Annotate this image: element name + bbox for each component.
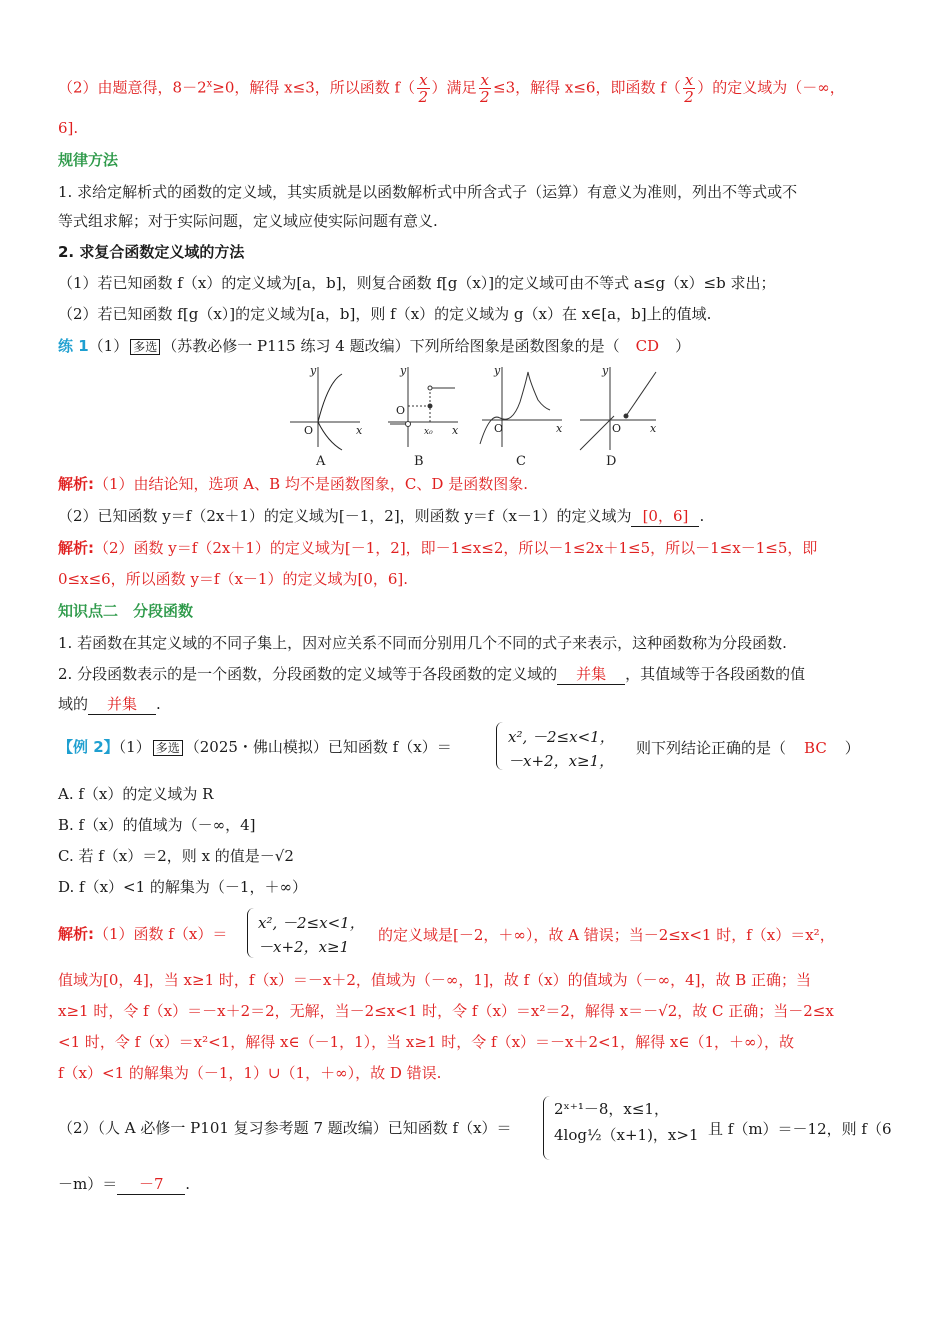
practice-question-2	[58, 506, 704, 527]
piecewise-case: x², －2≤x<1，	[258, 914, 365, 932]
superscript: x	[206, 78, 213, 90]
example-question	[58, 737, 452, 758]
answer-blank: [0，6]	[631, 506, 699, 527]
text: ，其值域等于各段函数的值	[625, 665, 806, 683]
piecewise-brace	[496, 722, 503, 770]
x0-label: x₀	[424, 427, 433, 437]
origin-label: O	[494, 422, 504, 435]
text: （1）函数 f（x）＝	[94, 925, 228, 943]
text: （1）	[118, 738, 151, 756]
axis-x-label: x	[650, 422, 657, 435]
solution-text: 的定义域是[－2，＋∞），故 A 错误；当－2≤x<1 时，f（x）＝x²，	[378, 926, 835, 944]
method-paragraph: 等式组求解；对于实际问题，定义域应使实际问题有意义.	[58, 212, 438, 230]
graph-label-d: D	[606, 454, 617, 469]
piecewise-case: －x+2，x≥1，	[508, 752, 615, 770]
fraction: $\frac{x}{2}$	[480, 71, 490, 106]
option-c: C. 若 f（x）＝2，则 x 的值是－√2	[58, 847, 294, 865]
example-question-2-end: 且 f（m）＝－12，则 f（6	[708, 1120, 892, 1138]
method-item: （1）若已知函数 f（x）的定义域为[a，b]，则复合函数 f[g（x）]的定义域可由不等式 a≤g（x）≤b 求出；	[58, 274, 776, 292]
axis-x-label: x	[356, 424, 363, 437]
graph-label-a: A	[316, 454, 326, 469]
axis-y-label: y	[602, 364, 609, 377]
text: ≥0，解得 x≤3，所以函数 f（	[212, 78, 416, 97]
solution-label: 解析:	[58, 475, 94, 493]
axis-y-label: y	[310, 364, 317, 377]
text: ）满足	[431, 78, 477, 97]
piecewise-brace	[247, 908, 254, 958]
knowledge-paragraph	[58, 664, 805, 685]
fraction: $\frac{x}{2}$	[418, 71, 429, 106]
knowledge-heading: 知识点二 分段函数	[58, 602, 194, 620]
solution-label: 解析:	[58, 925, 94, 943]
text: （2）由题意得，8－2	[58, 78, 207, 97]
solution-line: f（x）<1 的解集为（－1，1）∪（1，＋∞），故 D 错误.	[58, 1064, 442, 1082]
piecewise-case: 4log½（x+1)，x>1	[554, 1126, 699, 1144]
solution-line: 值域为[0，4]，当 x≥1 时，f（x）＝－x＋2，值域为（－∞，1]，故 f（x）的值域为（－∞，4]，故 B 正确；当	[58, 971, 812, 989]
tag: 多选	[153, 740, 183, 756]
origin-label: O	[396, 404, 406, 417]
solution-line	[58, 538, 817, 558]
knowledge-paragraph: 1. 若函数在其定义域的不同子集上，因对应关系不同而分别用几个不同的式子来表示，这种函数称为分段函数.	[58, 634, 787, 652]
text: .	[699, 507, 705, 525]
example-question-2: （2）（人 A 必修一 P101 复习参考题 7 题改编）已知函数 f（x）＝	[58, 1119, 512, 1137]
text: （苏教必修一 P115 练习 4 题改编）下列所给图象是函数图象的是（	[162, 337, 620, 355]
solution-line: 0≤x≤6，所以函数 y＝f（x－1）的定义域为[0，6].	[58, 570, 409, 588]
text: 2. 分段函数表示的是一个函数，分段函数的定义域等于各段函数的定义域的	[58, 665, 558, 683]
origin-label: O	[612, 422, 622, 435]
practice-label: 练 1	[58, 337, 89, 355]
method-paragraph: 1. 求给定解析式的函数的定义域，其实质就是以函数解析式中所含式子（运算）有意义为准则，列出不等式或不	[58, 183, 798, 201]
solution-line: x≥1 时，令 f（x）＝－x＋2＝2，无解，当－2≤x<1 时，令 f（x）＝x²＝2，解得 x＝－√2，故 C 正确；当－2≤x	[58, 1002, 834, 1020]
axis-x-label: x	[556, 422, 563, 435]
graph-label-b: B	[414, 454, 424, 469]
text: －m）＝	[58, 1175, 118, 1193]
text: .	[185, 1175, 191, 1193]
answer: BC	[804, 739, 827, 757]
piecewise-case: x², －2≤x<1，	[508, 728, 615, 746]
answer-blank: 并集	[88, 694, 156, 715]
answer-blank: －7	[117, 1174, 185, 1195]
graph-label-c: C	[516, 454, 526, 469]
text: （2）函数 y＝f（2x＋1）的定义域为[－1，2]，即－1≤x≤2，所以－1≤2x＋1≤5，所以－1≤x－1≤5，即	[94, 539, 818, 557]
example-question-end	[636, 737, 860, 758]
piecewise-brace	[543, 1096, 550, 1160]
text: ）	[844, 739, 860, 757]
text: （2025・佛山模拟）已知函数 f（x）＝	[184, 738, 452, 756]
fraction: $\frac{x}{2}$	[684, 71, 694, 106]
piecewise-case: 2ˣ⁺¹－8，x≤1，	[554, 1100, 669, 1118]
answer: CD	[635, 337, 660, 355]
text: （1）	[88, 337, 129, 355]
solution-line-1	[58, 72, 845, 105]
solution-line	[58, 924, 227, 944]
text: ）的定义域为（－∞，	[697, 78, 845, 97]
solution-label: 解析:	[58, 539, 94, 557]
axis-y-label: y	[400, 364, 407, 377]
solution-line	[58, 474, 528, 494]
graphs-figure	[280, 362, 670, 470]
option-b: B. f（x）的值域为（－∞，4]	[58, 816, 256, 834]
tag: 多选	[130, 339, 160, 355]
origin-label: O	[304, 424, 314, 437]
axis-x-label: x	[452, 424, 459, 437]
text: （1）由结论知，选项 A、B 均不是函数图象，C、D 是函数图象.	[94, 475, 528, 493]
option-a: A. f（x）的定义域为 R	[58, 785, 214, 803]
answer-blank: 并集	[557, 664, 625, 685]
text: 域的	[58, 695, 89, 713]
text: ）	[675, 337, 691, 355]
example-label: 【例 2】	[58, 738, 119, 756]
axis-y-label: y	[494, 364, 501, 377]
practice-question	[58, 336, 690, 357]
piecewise-case: －x+2，x≥1	[258, 938, 350, 956]
method-heading: 规律方法	[58, 151, 119, 169]
method-item: （2）若已知函数 f[g（x）]的定义域为[a，b]，则 f（x）的定义域为 g（x）在 x∈[a，b]上的值域.	[58, 305, 712, 323]
text: .	[156, 695, 161, 713]
method-subheading: 2. 求复合函数定义域的方法	[58, 243, 245, 261]
solution-line-2: 6].	[58, 119, 79, 137]
text: 则下列结论正确的是（	[636, 739, 787, 757]
text: （2）已知函数 y＝f（2x＋1）的定义域为[－1，2]，则函数 y＝f（x－1）的定义域为	[58, 507, 632, 525]
text: ≤3，解得 x≤6，即函数 f（	[493, 78, 681, 97]
example-question-2-line2	[58, 1174, 190, 1195]
solution-line: <1 时，令 f（x）＝x²<1，解得 x∈（－1，1），当 x≥1 时，令 f（x）＝－x＋2<1，解得 x∈（1，＋∞），故	[58, 1033, 795, 1051]
knowledge-paragraph	[58, 694, 161, 715]
option-d: D. f（x）<1 的解集为（－1，＋∞）	[58, 878, 307, 896]
